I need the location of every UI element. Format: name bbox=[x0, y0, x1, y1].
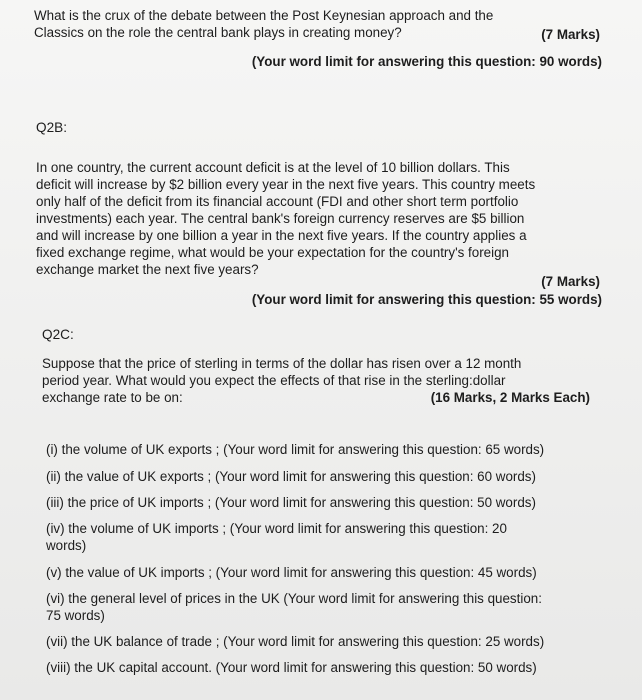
q2b-line-1: In one country, the current account deficit is at the level of 10 billion dollars. This bbox=[36, 160, 510, 175]
q2b-line-3: only half of the deficit from its financial account (FDI and other short term portfolio bbox=[36, 194, 519, 209]
q2b-line-7: exchange market the next five years? bbox=[36, 262, 259, 277]
q2b-line-2: deficit will increase by $2 billion every year in the next five years. This country meets bbox=[36, 177, 536, 192]
q2a-word-limit: (Your word limit for answering this question: 90 words) bbox=[251, 54, 602, 69]
q2c-item-iii: (iii) the price of UK imports ; (Your word limit for answering this question: 50 words) bbox=[46, 495, 536, 510]
q2c-item-iv: (iv) the volume of UK imports ; (Your word limit for answering this question: 20 bbox=[46, 521, 507, 536]
q2c-item-ii: (ii) the value of UK exports ; (Your word limit for answering this question: 60 words) bbox=[46, 469, 536, 484]
q2b-marks: (7 Marks) bbox=[541, 274, 600, 289]
q2a-question-line-2: Classics on the role the central bank plays in creating money? bbox=[34, 25, 402, 40]
q2c-line-2: period year. What would you expect the effects of that rise in the sterling:dollar bbox=[42, 373, 506, 388]
q2c-item-iv-continued: words) bbox=[46, 538, 87, 553]
q2c-item-i: (i) the volume of UK exports ; (Your word limit for answering this question: 65 words) bbox=[46, 442, 545, 457]
q2c-item-vi: (vi) the general level of prices in the UK (Your word limit for answering this question: bbox=[46, 591, 542, 606]
q2b-heading: Q2B: bbox=[36, 120, 67, 135]
q2c-item-v: (v) the value of UK imports ; (Your word limit for answering this question: 45 words) bbox=[46, 565, 537, 580]
q2c-item-vii: (vii) the UK balance of trade ; (Your word limit for answering this question: 25 words) bbox=[46, 634, 545, 649]
q2b-line-5: and will increase by one billion a year in the next five years. If the country applies a bbox=[36, 228, 527, 243]
q2c-item-vi-continued: 75 words) bbox=[46, 608, 105, 623]
q2a-question-line-1: What is the crux of the debate between the Post Keynesian approach and the bbox=[34, 8, 494, 23]
q2b-line-4: investments) each year. The central bank's foreign currency reserves are $5 billion bbox=[36, 211, 525, 226]
q2a-marks: (7 Marks) bbox=[541, 27, 600, 42]
q2c-line-1: Suppose that the price of sterling in terms of the dollar has risen over a 12 month bbox=[42, 356, 522, 371]
q2c-line-3: exchange rate to be on: bbox=[42, 390, 183, 405]
q2c-item-viii: (viii) the UK capital account. (Your word limit for answering this question: 50 words) bbox=[46, 660, 537, 675]
q2b-line-6: fixed exchange regime, what would be your expectation for the country's foreign bbox=[36, 245, 509, 260]
q2c-heading: Q2C: bbox=[42, 327, 74, 342]
q2b-word-limit: (Your word limit for answering this question: 55 words) bbox=[251, 292, 602, 307]
q2c-marks: (16 Marks, 2 Marks Each) bbox=[430, 390, 590, 405]
